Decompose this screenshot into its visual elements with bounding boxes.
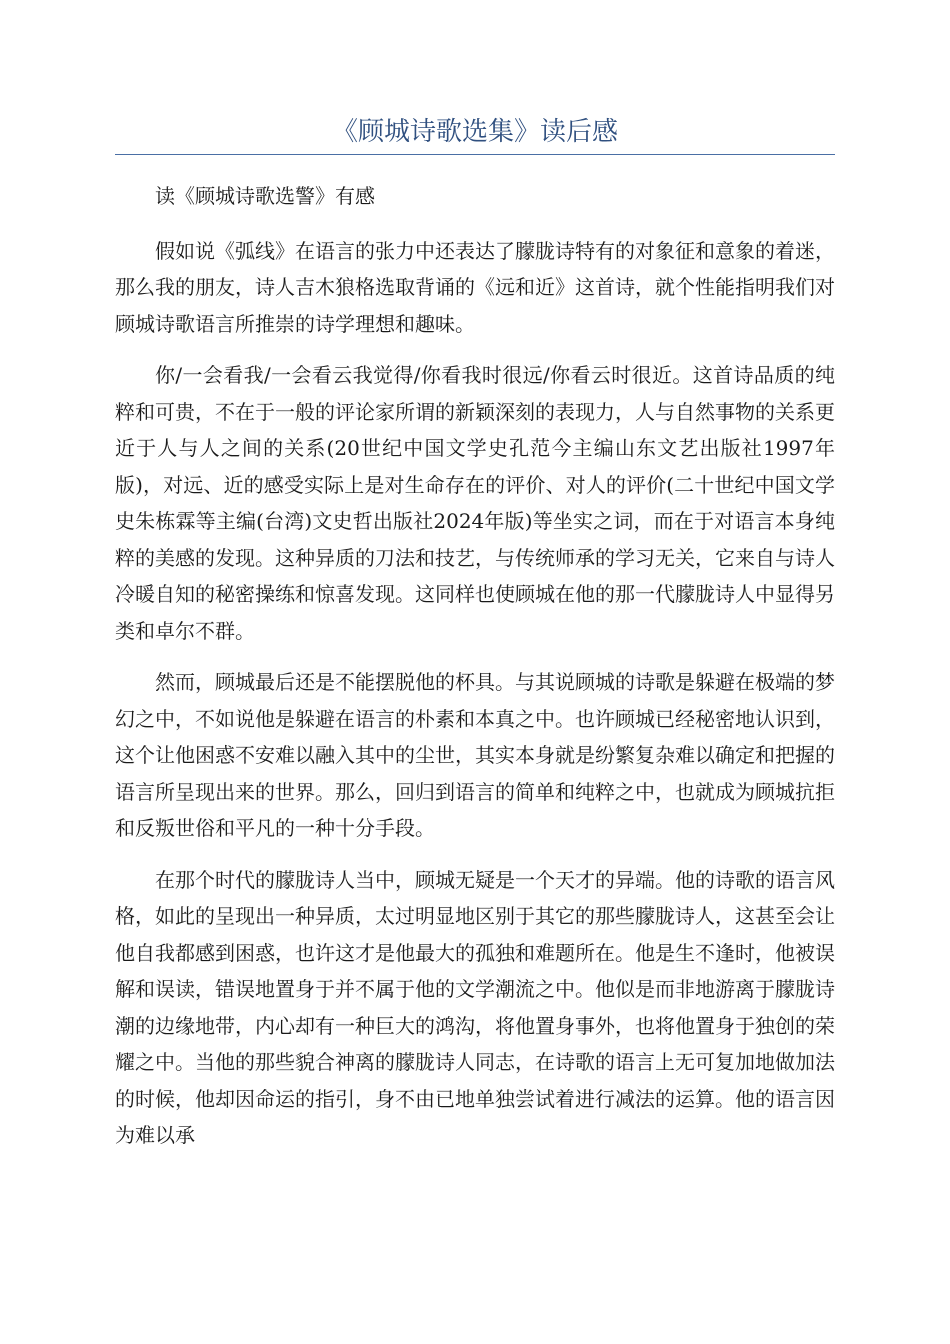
paragraph: 你/一会看我/一会看云我觉得/你看我时很远/你看云时很近。这首诗品质的纯粹和可贵，不在于一般的评论家所谓的新颖深刻的表现力，人与自然事物的关系更近于人与人之间的关系(20世纪中国文学史孔范今主编山东文艺出版社1997年版)，对远、近的感受实际上是对生命存在的评价、对人的评价(二十世纪中国文学史朱栋霖等主编(台湾)文史哲出版社2024年版)等坐实之词，而在于对语言本身纯粹的美感的发现。这种异质的刀法和技艺，与传统师承的学习无关，它来自与诗人冷暖自知的秘密操练和惊喜发现。这同样也使顾城在他的那一代朦胧诗人中显得另类和卓尔不群。 <box>115 363 835 643</box>
document-title: 《顾城诗歌选集》读后感 <box>331 117 618 147</box>
paragraph-subtitle: 读《顾城诗歌选警》有感 <box>155 184 375 208</box>
document-body <box>115 178 835 1169</box>
paragraph: 假如说《弧线》在语言的张力中还表达了朦胧诗特有的对象征和意象的着迷，那么我的朋友，诗人吉木狼格选取背诵的《远和近》这首诗，就个性能指明我们对顾城诗歌语言所推崇的诗学理想和趣味。 <box>115 238 835 336</box>
paragraph: 然而，顾城最后还是不能摆脱他的杯具。与其说顾城的诗歌是躲避在极端的梦幻之中，不如说他是躲避在语言的朴素和本真之中。也许顾城已经秘密地认识到，这个让他困惑不安难以融入其中的尘世，其实本身就是纷繁复杂难以确定和把握的语言所呈现出来的世界。那么，回归到语言的简单和纯粹之中，也就成为顾城抗拒和反叛世俗和平凡的一种十分手段。 <box>115 670 835 840</box>
title-underline <box>115 154 835 155</box>
paragraph: 在那个时代的朦胧诗人当中，顾城无疑是一个天才的异端。他的诗歌的语言风格，如此的呈现出一种异质，太过明显地区别于其它的那些朦胧诗人，这甚至会让他自我都感到困惑，也许这才是他最大的孤独和难题所在。他是生不逢时，他被误解和误读，错误地置身于并不属于他的文学潮流之中。他似是而非地游离于朦胧诗潮的边缘地带，内心却有一种巨大的鸿沟，将他置身事外，也将他置身于独创的荣耀之中。当他的那些貌合神离的朦胧诗人同志，在诗歌的语言上无可复加地做加法的时候，他却因命运的指引，身不由已地单独尝试着进行减法的运算。他的语言因为难以承 <box>115 867 835 1147</box>
